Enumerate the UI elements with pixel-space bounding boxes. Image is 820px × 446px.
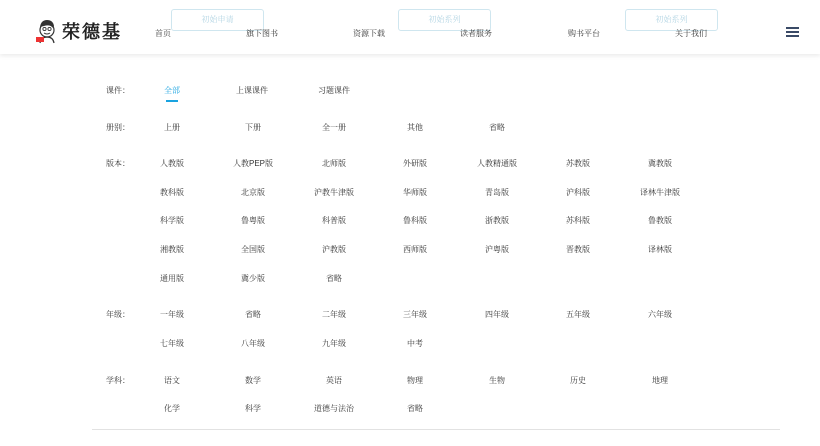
site-logo[interactable] — [36, 18, 122, 44]
filter-option[interactable]: 地理 — [652, 376, 668, 385]
filter-option[interactable]: 苏教版 — [566, 159, 590, 168]
filter-option[interactable]: 化学 — [164, 404, 180, 413]
filter-option[interactable]: 生物 — [489, 376, 505, 385]
filter-option[interactable]: 沪教版 — [322, 245, 346, 254]
filter-label-cebie: 册别： — [106, 123, 130, 132]
filter-option[interactable]: 科学版 — [160, 216, 184, 225]
filter-option[interactable]: 人教精通版 — [477, 159, 517, 168]
filter-option[interactable]: 北京版 — [241, 188, 265, 197]
filter-option[interactable]: 省略 — [245, 310, 261, 319]
filter-option[interactable]: 科学 — [245, 404, 261, 413]
filter-option[interactable]: 冀教版 — [648, 159, 672, 168]
filter-option[interactable]: 北师版 — [322, 159, 346, 168]
ghost-button-3[interactable]: 初始系列 — [625, 9, 718, 31]
filter-option-all[interactable]: 全部 — [164, 86, 180, 95]
hamburger-menu-icon[interactable] — [786, 27, 799, 38]
filter-option[interactable]: 二年级 — [322, 310, 346, 319]
filter-option[interactable]: 全国版 — [241, 245, 265, 254]
filter-option[interactable]: 鲁教版 — [648, 216, 672, 225]
filter-option[interactable]: 沪教牛津版 — [314, 188, 354, 197]
nav-reader-service[interactable]: 读者服务 — [460, 29, 492, 38]
filter-option[interactable]: 鲁粤版 — [241, 216, 265, 225]
filter-option[interactable]: 译林版 — [648, 245, 672, 254]
nav-about[interactable]: 关于我们 — [675, 29, 707, 38]
filter-option[interactable]: 省略 — [326, 274, 342, 283]
filter-option[interactable]: 省略 — [489, 123, 505, 132]
filter-option[interactable]: 沪科版 — [566, 188, 590, 197]
nav-downloads[interactable]: 资源下载 — [353, 29, 385, 38]
filter-label-banben: 版本： — [106, 159, 130, 168]
filter-option[interactable]: 语文 — [164, 376, 180, 385]
filter-option[interactable]: 教科版 — [160, 188, 184, 197]
filter-option[interactable]: 晋教版 — [566, 245, 590, 254]
filter-option[interactable]: 科普版 — [322, 216, 346, 225]
filter-option[interactable]: 物理 — [407, 376, 423, 385]
filter-option[interactable]: 一年级 — [160, 310, 184, 319]
filter-option[interactable]: 鲁科版 — [403, 216, 427, 225]
filter-option[interactable]: 习题课件 — [318, 86, 350, 95]
filter-option[interactable]: 冀少版 — [241, 274, 265, 283]
filter-option[interactable]: 下册 — [245, 123, 261, 132]
active-underline — [166, 100, 178, 102]
nav-books[interactable]: 旗下图书 — [246, 29, 278, 38]
filter-option[interactable]: 华师版 — [403, 188, 427, 197]
filter-option[interactable]: 通用版 — [160, 274, 184, 283]
filter-option[interactable]: 浙教版 — [485, 216, 509, 225]
nav-home[interactable]: 首页 — [155, 29, 171, 38]
filter-option[interactable]: 省略 — [407, 404, 423, 413]
filter-option[interactable]: 湘教版 — [160, 245, 184, 254]
filter-option[interactable]: 译林牛津版 — [640, 188, 680, 197]
filter-option[interactable]: 其他 — [407, 123, 423, 132]
filter-option[interactable]: 四年级 — [485, 310, 509, 319]
filter-option[interactable]: 九年级 — [322, 339, 346, 348]
filter-option[interactable]: 历史 — [570, 376, 586, 385]
filter-option[interactable]: 数学 — [245, 376, 261, 385]
filter-label-nianji: 年级： — [106, 310, 130, 319]
filter-option[interactable]: 上课课件 — [236, 86, 268, 95]
filter-option[interactable]: 沪粤版 — [485, 245, 509, 254]
logo-text: 荣德基 — [62, 22, 122, 42]
filter-option[interactable]: 七年级 — [160, 339, 184, 348]
filter-option[interactable]: 三年级 — [403, 310, 427, 319]
nav-shop[interactable]: 购书平台 — [568, 29, 600, 38]
ghost-button-2[interactable]: 初始系列 — [398, 9, 491, 31]
filter-label-kejian: 课件： — [106, 86, 130, 95]
mascot-logo-icon — [36, 18, 58, 44]
filter-option[interactable]: 人教版 — [160, 159, 184, 168]
filter-option[interactable]: 全一册 — [322, 123, 346, 132]
filter-option[interactable]: 西师版 — [403, 245, 427, 254]
filter-option[interactable]: 苏科版 — [566, 216, 590, 225]
filter-label-xueke: 学科： — [106, 376, 130, 385]
divider — [92, 429, 780, 430]
filter-option[interactable]: 道德与法治 — [314, 404, 354, 413]
filter-option[interactable]: 中考 — [407, 339, 423, 348]
filter-option[interactable]: 青岛版 — [485, 188, 509, 197]
site-header — [0, 0, 820, 54]
ghost-button-1[interactable]: 初始申请 — [171, 9, 264, 31]
filter-option[interactable]: 英语 — [326, 376, 342, 385]
filter-option[interactable]: 五年级 — [566, 310, 590, 319]
filter-option[interactable]: 八年级 — [241, 339, 265, 348]
filter-option[interactable]: 外研版 — [403, 159, 427, 168]
filter-option[interactable]: 六年级 — [648, 310, 672, 319]
filter-option[interactable]: 人教PEP版 — [232, 159, 274, 168]
filter-option[interactable]: 上册 — [164, 123, 180, 132]
